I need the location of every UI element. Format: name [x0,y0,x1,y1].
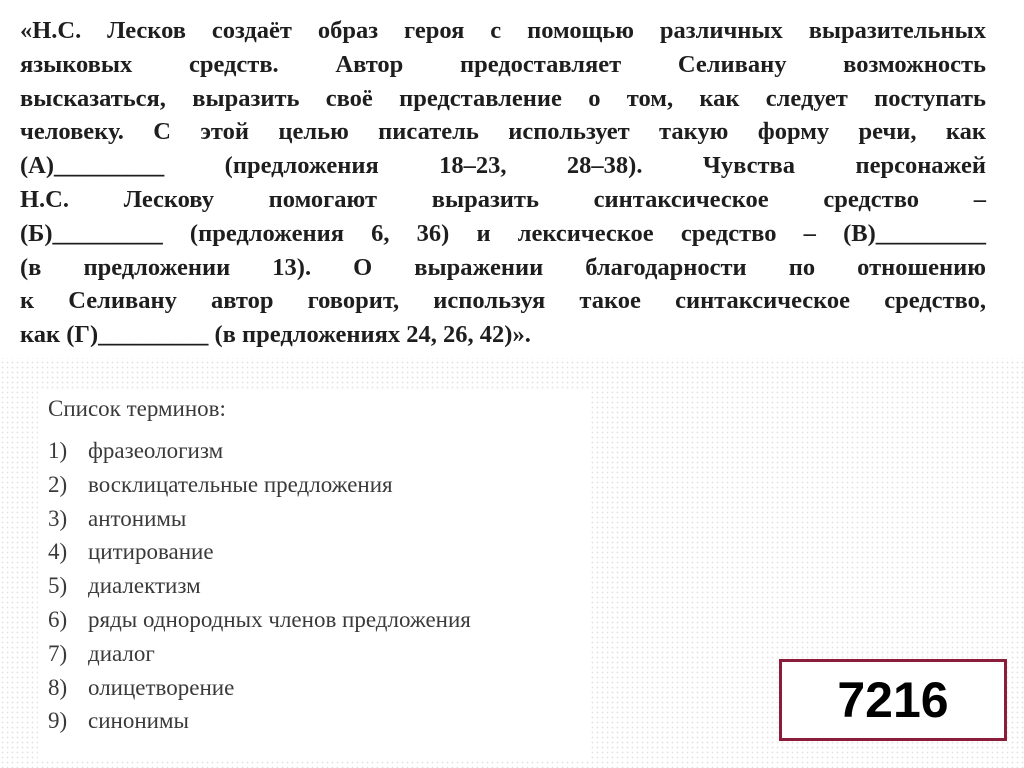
term-number: 7) [48,640,68,666]
term-text: диалог [88,640,155,666]
list-item [48,671,471,705]
list-item [48,637,471,671]
list-item [48,502,471,536]
list-item [48,603,471,637]
term-number: 5) [48,573,68,599]
task-line: (Б)_________ (предложения 6, 36) и лексическое средство – (В)_________ [20,219,986,247]
terms-panel [38,390,590,760]
list-item [48,704,471,738]
answer-value: 7216 [837,672,949,728]
term-text: цитирование [88,539,214,565]
task-text-panel [0,0,1024,358]
task-line: (в предложении 13). О выражении благодарности по отношению [20,253,986,281]
term-text: диалектизм [88,573,201,599]
term-text: ряды однородных членов предложения [88,606,471,632]
list-item [48,468,471,502]
answer-box [779,659,1007,741]
term-text: синонимы [88,708,189,734]
task-line: языковых средств. Автор предоставляет Селивану возможность [20,50,986,78]
term-number: 6) [48,606,68,632]
task-line: «Н.С. Лесков создаёт образ героя с помощью различных выразительных [20,17,986,44]
task-line: высказаться, выразить своё представление о том, как следует поступать [20,84,986,112]
task-line: (А)_________ (предложения 18–23, 28–38). Чувства персонажей [20,152,986,180]
term-number: 4) [48,539,68,565]
task-paragraph [20,14,986,352]
term-text: олицетворение [88,674,235,700]
term-number: 9) [48,708,68,734]
term-text: восклицательные предложения [88,471,393,497]
term-number: 8) [48,674,68,700]
term-number: 2) [48,471,68,497]
task-line: Н.С. Лескову помогают выразить синтаксическое средство – [20,185,986,213]
term-number: 1) [48,438,68,463]
list-item [48,535,471,569]
task-line: человеку. С этой целью писатель использует такую форму речи, как [20,118,986,146]
term-text: фразеологизм [88,438,224,463]
task-line: как (Г)_________ (в предложениях 24, 26, 42)». [20,321,531,349]
term-number: 3) [48,505,68,531]
list-item [48,434,471,468]
list-item [48,569,471,603]
terms-title: Список терминов: [48,396,226,421]
terms-list [48,434,471,738]
task-line: к Селивану автор говорит, используя такое синтаксическое средство, [20,287,986,315]
term-text: антонимы [88,505,187,531]
